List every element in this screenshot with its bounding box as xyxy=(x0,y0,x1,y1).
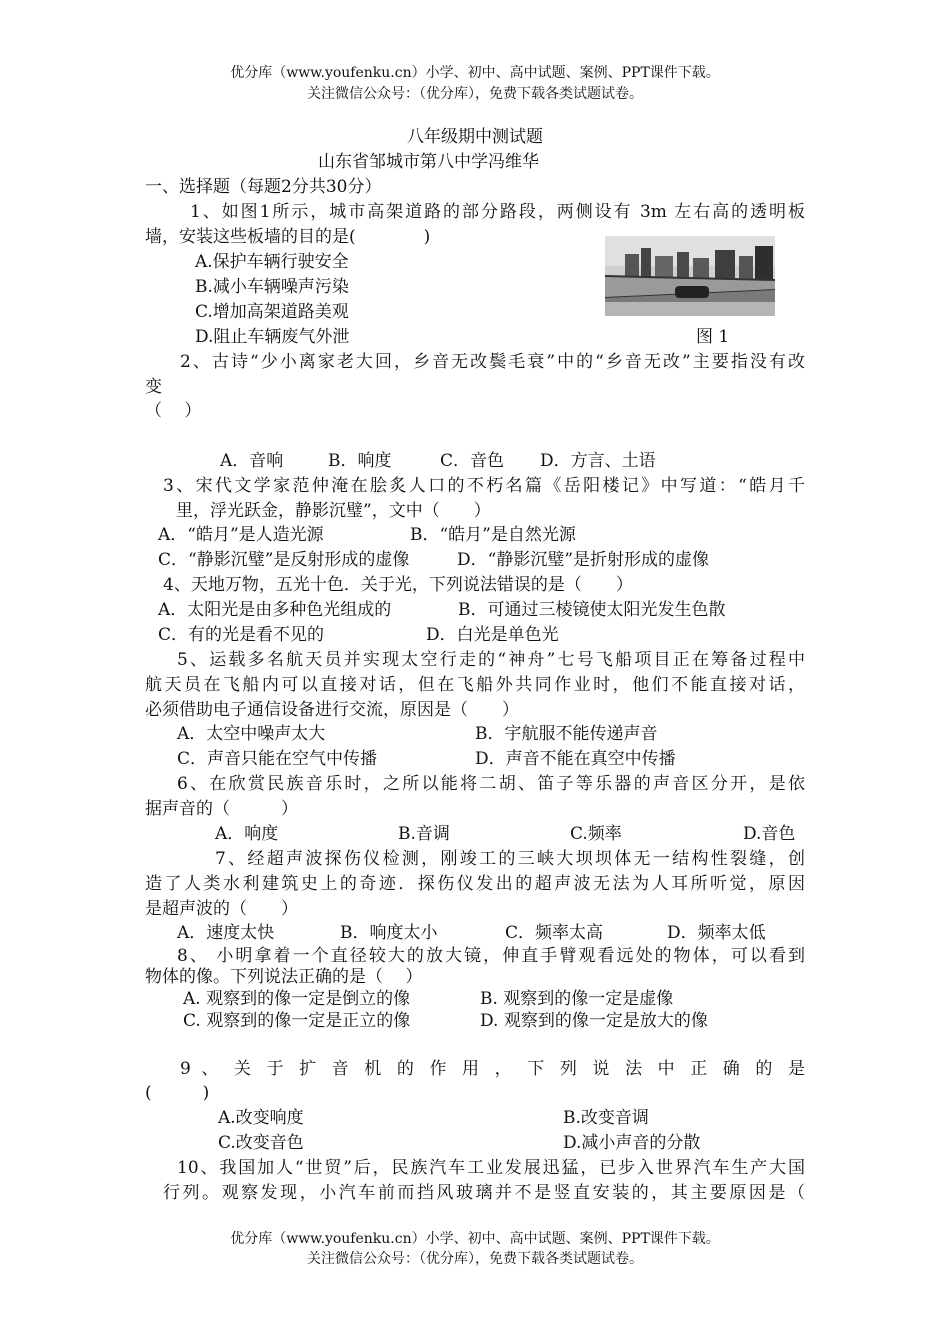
q8-stem-line-2: 物体的像。下列说法正确的是（ ） xyxy=(145,967,423,987)
q4-option-c: C．有的光是看不见的 xyxy=(158,625,325,645)
q9-option-b: B.改变音调 xyxy=(563,1108,649,1128)
q5-option-d: D．声音不能在真空中传播 xyxy=(475,749,676,769)
q7-option-d: D．频率太低 xyxy=(667,923,766,943)
q2-stem-line-1: 2、古诗“少小离家老大回，乡音无改鬓毛衰”中的“乡音无改”主要指没有改 xyxy=(180,352,805,372)
q10-stem-line-1: 10、我国加人“世贸”后，民族汽车工业发展迅猛，已步入世界汽车生产大国 xyxy=(177,1158,805,1178)
highway-photo-drawing xyxy=(605,236,775,316)
q5-option-a: A．太空中噪声太大 xyxy=(177,724,326,744)
q10-stem-line-2: 行列。观察发现，小汽车前而挡风玻璃并不是竖直安装的，其主要原因是（ xyxy=(163,1183,805,1203)
q2-stem-line-2: 变 xyxy=(145,377,162,397)
q2-stem-line-3: （ ） xyxy=(145,401,202,421)
q6-option-b: B.音调 xyxy=(398,824,450,844)
q7-stem-line-2: 造了人类水利建筑史上的奇迹．探伤仪发出的超声波无法为人耳所听觉，原因 xyxy=(145,874,805,894)
q3-stem-line-1: 3、宋代文学家范仲淹在脍炙人口的不朽名篇《岳阳楼记》中写道：“皓月千 xyxy=(163,476,805,496)
q5-stem-line-1: 5、运载多名航天员并实现太空行走的“神舟”七号飞船项目正在筹备过程中 xyxy=(177,650,805,670)
exam-title: 八年级期中测试题 xyxy=(407,127,543,147)
header-line-1: 优分库（www.youfenku.cn）小学、初中、高中试题、案例、PPT课件下载。 xyxy=(230,65,720,81)
q4-option-b: B．可通过三棱镜使太阳光发生色散 xyxy=(458,600,726,620)
q5-option-b: B．宇航服不能传递声音 xyxy=(475,724,658,744)
q1-stem-line-1: 1、如图1所示，城市高架道路的部分路段，两侧设有 3m 左右高的透明板 xyxy=(190,202,805,222)
header-line-2: 关注微信公众号：（优分库），免费下载各类试题试卷。 xyxy=(307,86,643,102)
q3-stem-line-2: 里，浮光跃金，静影沉璧”，文中（ ） xyxy=(176,501,491,521)
q7-option-c: C．频率太高 xyxy=(505,923,604,943)
author-line: 山东省邹城市第八中学冯维华 xyxy=(318,152,539,172)
q9-option-c: C.改变音色 xyxy=(218,1133,304,1153)
q4-stem: 4、天地万物，五光十色．关于光，下列说法错误的是（ ） xyxy=(163,575,633,595)
q3-option-d: D．“静影沉璧”是折射形成的虚像 xyxy=(457,550,710,570)
q7-option-b: B．响度太小 xyxy=(340,923,438,943)
figure-1-highway-photo xyxy=(605,236,775,316)
q7-option-a: A．速度太快 xyxy=(177,923,275,943)
q7-stem-line-1: 7、经超声波探伤仪检测，刚竣工的三峡大坝坝体无一结构性裂缝，创 xyxy=(215,849,805,869)
q2-option-a: A．音响 xyxy=(220,451,284,471)
q4-option-d: D．白光是单色光 xyxy=(426,625,559,645)
q8-option-c: C. 观察到的像一定是正立的像 xyxy=(183,1011,411,1031)
footer-line-1: 优分库（www.youfenku.cn）小学、初中、高中试题、案例、PPT课件下载。 xyxy=(230,1231,720,1247)
q8-stem-line-1: 8、 小明拿着一个直径较大的放大镜，伸直手臂观看远处的物体，可以看到 xyxy=(177,946,805,966)
q9-stem-line-2: ( ) xyxy=(145,1083,210,1103)
q6-option-a: A．响度 xyxy=(215,824,279,844)
q1-option-a: A.保护车辆行驶安全 xyxy=(195,252,349,272)
q8-option-b: B. 观察到的像一定是虚像 xyxy=(480,989,674,1009)
q9-option-a: A.改变响度 xyxy=(218,1108,304,1128)
q2-option-d: D．方言、土语 xyxy=(540,451,656,471)
q1-option-c: C.增加高架道路美观 xyxy=(195,302,349,322)
q6-option-c: C.频率 xyxy=(570,824,622,844)
q6-stem-line-2: 据声音的（ ） xyxy=(145,799,298,819)
q1-option-b: B.减小车辆噪声污染 xyxy=(195,277,349,297)
q6-stem-line-1: 6、在欣赏民族音乐时，之所以能将二胡、笛子等乐器的声音区分开，是依 xyxy=(177,774,805,794)
section-heading: 一、选择题（每题2分共30分） xyxy=(145,177,382,197)
q1-option-d: D.阻止车辆废气外泄 xyxy=(195,327,350,347)
q5-option-c: C．声音只能在空气中传播 xyxy=(177,749,378,769)
q4-option-a: A．太阳光是由多种色光组成的 xyxy=(158,600,392,620)
q6-option-d: D.音色 xyxy=(743,824,796,844)
q3-option-b: B．“皓月”是自然光源 xyxy=(410,525,576,545)
q9-stem-line-1: 9 、 关 于 扩 音 机 的 作 用 ， 下 列 说 法 中 正 确 的 是 xyxy=(180,1059,805,1079)
q3-option-c: C．“静影沉璧”是反射形成的虚像 xyxy=(158,550,410,570)
q9-option-d: D.减小声音的分散 xyxy=(563,1133,701,1153)
q1-stem-line-2: 墙，安装这些板墙的目的是( ) xyxy=(145,227,431,247)
figure-1-label: 图 1 xyxy=(696,327,730,347)
q5-stem-line-2: 航天员在飞船内可以直接对话，但在飞船外共同作业时，他们不能直接对话， xyxy=(145,675,805,695)
q7-stem-line-3: 是超声波的（ ） xyxy=(145,899,298,919)
footer-line-2: 关注微信公众号：（优分库），免费下载各类试题试卷。 xyxy=(307,1251,643,1267)
q5-stem-line-3: 必须借助电子通信设备进行交流，原因是（ ） xyxy=(145,700,519,720)
q2-option-c: C．音色 xyxy=(440,451,505,471)
q8-option-d: D. 观察到的像一定是放大的像 xyxy=(480,1011,708,1031)
q8-option-a: A. 观察到的像一定是倒立的像 xyxy=(183,989,411,1009)
q2-option-b: B．响度 xyxy=(328,451,392,471)
q3-option-a: A．“皓月”是人造光源 xyxy=(158,525,324,545)
